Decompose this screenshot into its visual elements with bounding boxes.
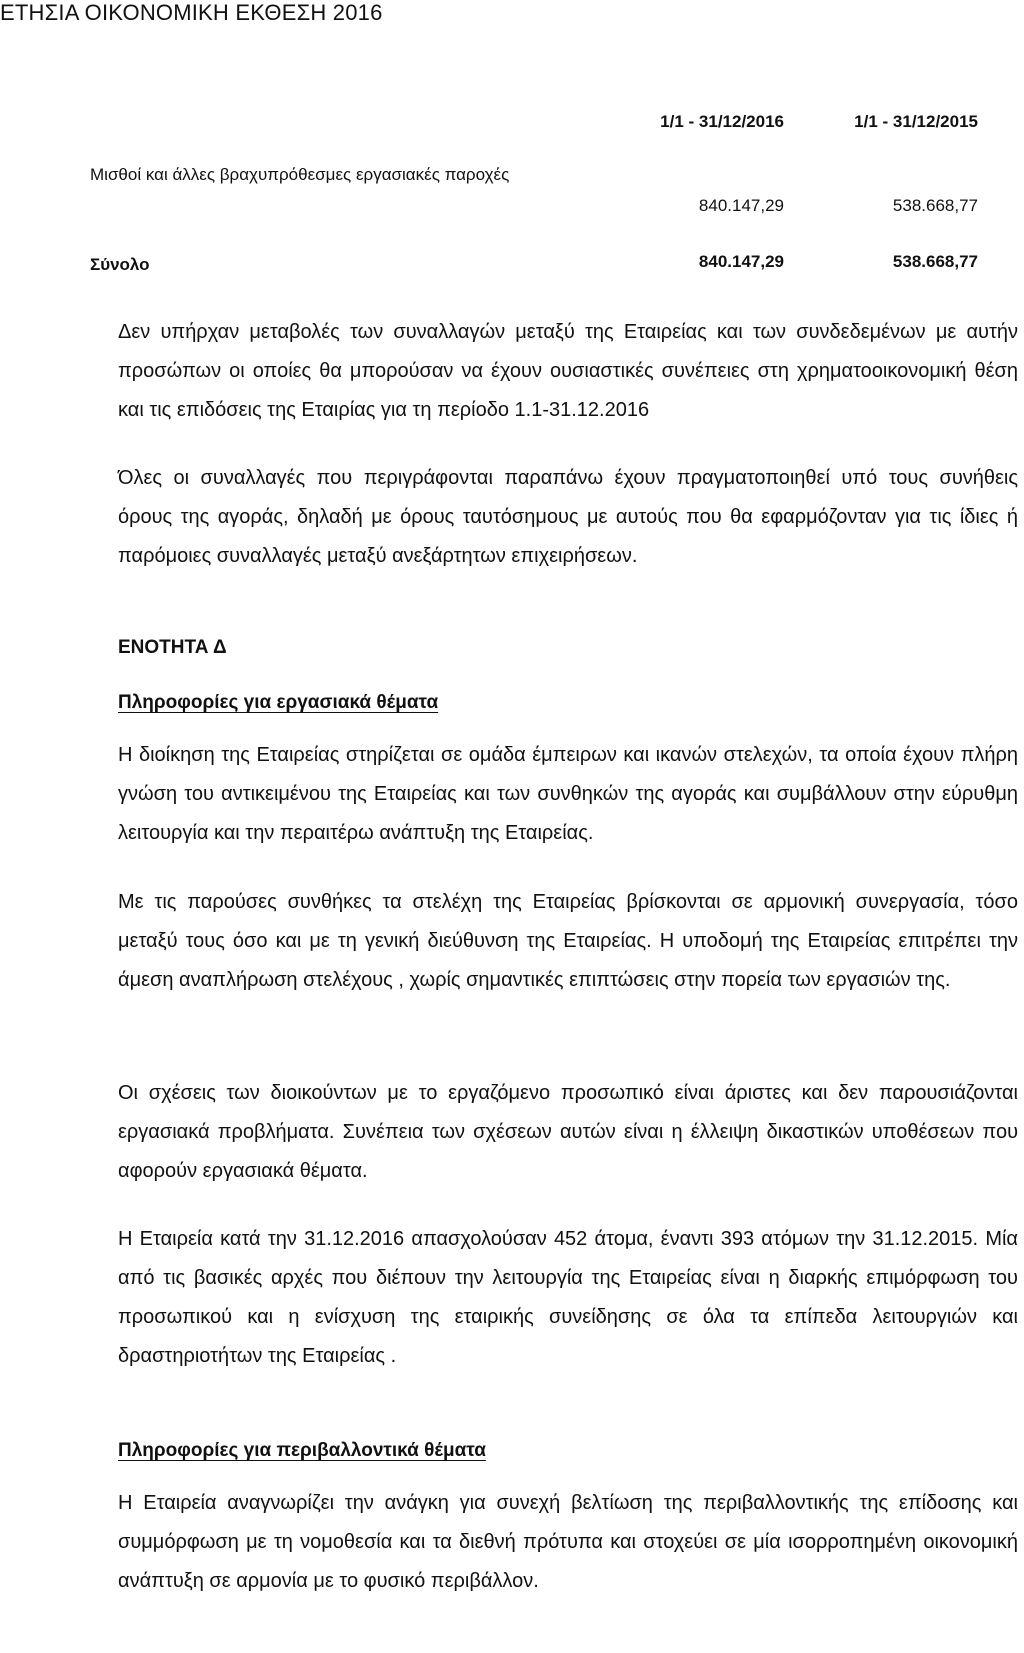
value-2015: 538.668,77: [892, 196, 978, 215]
paragraph-relations: Οι σχέσεις των διοικούντων με το εργαζόμενο προσωπικό είναι άριστες και δεν παρουσιάζονται εργασιακά προβλήματα. Συνέπεια των σχέσεων αυτών είναι η έλλειψη δικαστικών υποθέσεων που αφορούν εργασιακά θέματα.: [118, 1082, 1018, 1182]
labor-heading: Πληροφορίες για εργασιακά θέματα: [118, 692, 439, 713]
environment-heading: Πληροφορίες για περιβαλλοντικά θέματα: [118, 1440, 486, 1461]
total-2016: 840.147,29: [698, 252, 784, 271]
column-header-2015: 1/1 - 31/12/2015: [854, 112, 978, 131]
value-2016: 840.147,29: [698, 196, 784, 215]
table-row: [90, 162, 990, 222]
paragraph-related-party: Δεν υπήρχαν μεταβολές των συναλλαγών μεταξύ της Εταιρείας και των συνδεδεμένων με αυτήν προσώπων οι οποίες θα μπορούσαν να έχουν ουσιαστικές συνέπειες στη χρηματοοικονομική θέση και τις επιδόσεις της Εταιρίας για τη περίοδο 1.1-31.12.2016: [118, 321, 1018, 421]
row-label: Σύνολο: [90, 255, 150, 274]
page-header-title: ΕΤΗΣΙΑ ΟΙΚΟΝΟΜΙΚΗ ΕΚΘΕΣΗ 2016: [0, 0, 383, 25]
paragraph-employees: Η Εταιρεία κατά την 31.12.2016 απασχολούσαν 452 άτομα, έναντι 393 ατόμων την 31.12.2015. Μία από τις βασικές αρχές που διέπουν την λειτουργία της Εταιρείας είναι η διαρκής επιμόρφωση του προσωπικού και η ενίσχυση της εταιρικής συνείδησης σε όλα τα επίπεδα λειτουργιών και δραστηριοτήτων της Εταιρείας .: [118, 1228, 1018, 1367]
column-header-2016: 1/1 - 31/12/2016: [660, 112, 784, 131]
paragraph-market-terms: Όλες οι συναλλαγές που περιγράφονται παραπάνω έχουν πραγματοποιηθεί υπό τους συνήθεις όρους της αγοράς, δηλαδή με όρους ταυτόσημους με αυτούς που θα εφαρμόζονταν για τις ίδιες ή παρόμοιες συναλλαγές μεταξύ ανεξάρτητων επιχειρήσεων.: [118, 467, 1018, 567]
total-2015: 538.668,77: [892, 252, 978, 271]
table-row-total: [90, 252, 990, 282]
section-heading: ΕΝΟΤΗΤΑ Δ: [118, 637, 227, 658]
paragraph-management: Η διοίκηση της Εταιρείας στηρίζεται σε ομάδα έμπειρων και ικανών στελεχών, τα οποία έχουν πλήρη γνώση του αντικειμένου της Εταιρείας και των συνθηκών της αγοράς και συμβάλλουν στην εύρυθμη λειτουργία και την περαιτέρω ανάπτυξη της Εταιρείας.: [118, 744, 1018, 844]
table-header-row: [90, 112, 990, 142]
paragraph-environment: Η Εταιρεία αναγνωρίζει την ανάγκη για συνεχή βελτίωση της περιβαλλοντικής της επίδοσης και συμμόρφωση με τη νομοθεσία και τα διεθνή πρότυπα και στοχεύει σε μία ισορροπημένη οικονομική ανάπτυξη σε αρμονία με το φυσικό περιβάλλον.: [118, 1492, 1018, 1592]
row-label: Μισθοί και άλλες βραχυπρόθεσμες εργασιακές παροχές: [90, 165, 510, 184]
paragraph-cooperation: Με τις παρούσες συνθήκες τα στελέχη της Εταιρείας βρίσκονται σε αρμονική συνεργασία, τόσο μεταξύ τους όσο και με τη γενική διεύθυνση της Εταιρείας. Η υποδομή της Εταιρείας επιτρέπει την άμεση αναπλήρωση στελέχους , χωρίς σημαντικές επιπτώσεις στην πορεία των εργασιών της.: [118, 891, 1018, 991]
